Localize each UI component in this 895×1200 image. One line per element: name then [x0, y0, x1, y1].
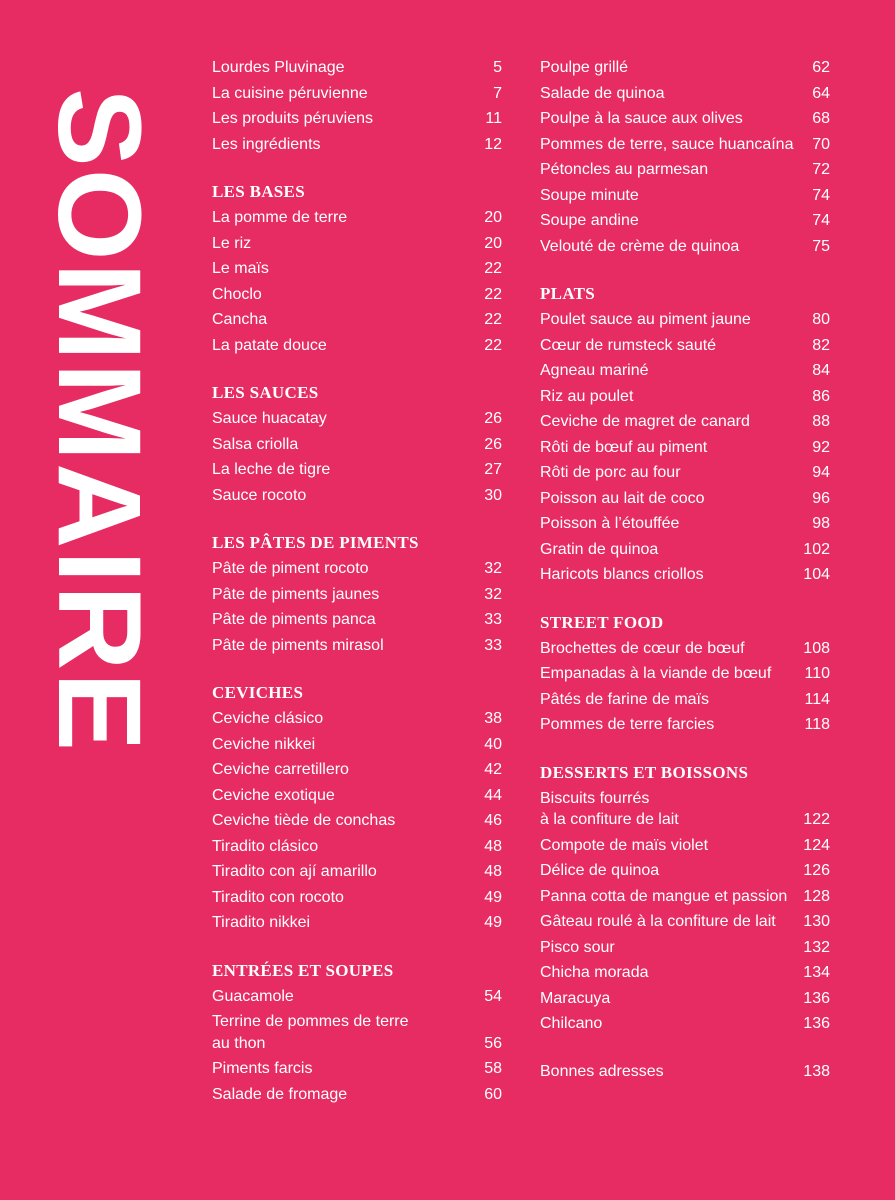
toc-entry-page: 114	[804, 690, 830, 708]
section-title: LES SAUCES	[212, 383, 319, 402]
toc-entry-page: 72	[812, 161, 830, 178]
toc-entry-label: Riz au poulet	[540, 387, 634, 405]
toc-entry-page: 40	[484, 735, 502, 753]
toc-entry-label: Panna cotta de mangue et passion	[540, 887, 788, 905]
toc-entry[interactable]	[212, 1009, 502, 1056]
toc-entry-label: Soupe minute	[540, 186, 639, 204]
toc-entry-label: Gâteau roulé à la confiture de lait	[540, 913, 776, 930]
toc-entry-page: 130	[803, 913, 830, 930]
toc-entry-page: 42	[484, 761, 502, 778]
toc-entry-label: Poisson au lait de coco	[540, 489, 705, 507]
toc-entry[interactable]	[540, 132, 830, 158]
toc-entry-page: 38	[484, 710, 502, 727]
toc-entry[interactable]	[212, 231, 502, 257]
toc-entry-label: Cancha	[212, 311, 268, 328]
toc-entry-label: Les ingrédients	[212, 135, 321, 153]
section-title: ENTRÉES ET SOUPES	[212, 960, 394, 980]
toc-entry[interactable]	[212, 732, 502, 758]
toc-entry-page: 96	[812, 489, 830, 507]
toc-entry[interactable]	[540, 1011, 830, 1037]
section-title: PLATS	[540, 284, 596, 303]
toc-entry[interactable]	[540, 960, 830, 986]
toc-entry-page: 68	[812, 110, 830, 127]
section-gap	[540, 1037, 830, 1059]
toc-entry[interactable]	[540, 636, 830, 662]
toc-entry[interactable]	[540, 435, 830, 461]
section-gap	[540, 588, 830, 610]
toc-entry[interactable]	[212, 55, 502, 81]
toc-entry[interactable]	[540, 562, 830, 588]
toc-entry[interactable]	[212, 106, 502, 132]
toc-entry[interactable]	[212, 483, 502, 509]
toc-entry[interactable]	[212, 432, 502, 458]
toc-entry-page: 102	[803, 540, 830, 558]
toc-entry-label: Pisco sour	[540, 938, 615, 956]
toc-entry[interactable]	[540, 935, 830, 961]
toc-entry-page: 136	[803, 989, 830, 1007]
toc-entry[interactable]	[212, 556, 502, 582]
toc-entry-page: 82	[812, 336, 830, 354]
toc-entry[interactable]	[540, 81, 830, 107]
toc-entry-label: Poulpe à la sauce aux olives	[540, 110, 743, 127]
toc-entry-label: Tiradito nikkei	[212, 914, 311, 931]
toc-entry-label: Pommes de terre farcies	[540, 716, 715, 733]
toc-entry-label: Ceviche nikkei	[212, 735, 316, 753]
toc-section-intro	[212, 55, 502, 157]
section-title: STREET FOOD	[540, 612, 664, 632]
toc-entry-page: 20	[484, 234, 502, 252]
toc-entry-page: 54	[484, 987, 502, 1005]
section-title: LES BASES	[212, 182, 305, 201]
toc-entry-page: 134	[803, 964, 830, 981]
toc-entry-label: Pâte de piments mirasol	[212, 636, 384, 654]
toc-entry-label: Tiradito con ají amarillo	[212, 863, 377, 880]
toc-entry[interactable]	[540, 460, 830, 486]
toc-entry[interactable]	[540, 712, 830, 738]
toc-entry-label: Rôti de bœuf au piment	[540, 438, 708, 456]
section-gap	[212, 157, 502, 179]
toc-entry-page: 49	[484, 914, 502, 931]
toc-entry[interactable]	[212, 307, 502, 333]
toc-entry[interactable]	[540, 486, 830, 512]
toc-entry-page: 86	[812, 387, 830, 405]
toc-entry-label: Ceviche tiède de conchas	[212, 812, 396, 829]
toc-entry[interactable]	[212, 282, 502, 308]
toc-section-les-bases	[212, 179, 502, 358]
toc-entry-page: 48	[484, 863, 502, 880]
toc-entry-label: Chicha morada	[540, 964, 649, 981]
toc-section-ceviches	[212, 680, 502, 936]
toc-entry[interactable]	[212, 783, 502, 809]
toc-entry-label: Ceviche carretillero	[212, 761, 349, 778]
toc-entry-label: Maracuya	[540, 989, 611, 1007]
toc-entry-label: Ceviche de magret de canard	[540, 413, 750, 430]
section-gap	[212, 936, 502, 958]
toc-entry[interactable]	[540, 333, 830, 359]
toc-entry-label: Cœur de rumsteck sauté	[540, 336, 717, 354]
toc-entry-page: 46	[484, 812, 502, 829]
toc-entry[interactable]	[540, 909, 830, 935]
toc-entry-page: 80	[812, 311, 830, 328]
toc-entry-label: Soupe andine	[540, 212, 639, 229]
toc-entry[interactable]	[540, 833, 830, 859]
toc-section-entrees-et-soupes	[212, 958, 502, 1108]
toc-entry-page: 44	[484, 786, 502, 804]
toc-entry-page: 22	[484, 285, 502, 303]
toc-entry-label: Les produits péruviens	[212, 110, 373, 127]
toc-entry-label: Ceviche clásico	[212, 710, 324, 727]
toc-left-column	[212, 55, 502, 1107]
toc-entry-label: La pomme de terre	[212, 209, 348, 226]
section-gap	[212, 358, 502, 380]
toc-entry[interactable]	[212, 205, 502, 231]
section-title: LES PÂTES DE PIMENTS	[212, 533, 419, 552]
toc-entry-page: 33	[484, 611, 502, 628]
toc-entry-label: Guacamole	[212, 987, 294, 1005]
toc-entry-label: Pâte de piments panca	[212, 611, 376, 628]
toc-entry[interactable]	[540, 183, 830, 209]
toc-entry-label: Brochettes de cœur de bœuf	[540, 639, 745, 657]
toc-entry-page: 84	[812, 362, 830, 379]
toc-entry-page: 108	[803, 639, 830, 657]
toc-entry-label: Sauce huacatay	[212, 410, 327, 427]
toc-entry[interactable]	[212, 1056, 502, 1082]
toc-entry[interactable]	[212, 457, 502, 483]
toc-entry-label: Compote de maïs violet	[540, 836, 709, 854]
section-title: DESSERTS ET BOISSONS	[540, 762, 749, 782]
toc-entry-label: Pétoncles au parmesan	[540, 161, 709, 178]
toc-entry-page: 58	[484, 1060, 502, 1077]
toc-entry-label: Pommes de terre, sauce huancaína	[540, 135, 794, 153]
toc-entry-label: Bonnes adresses	[540, 1062, 664, 1080]
toc-section-street-food	[540, 610, 830, 738]
toc-entry-label: Piments farcis	[212, 1060, 313, 1077]
toc-entry[interactable]	[212, 333, 502, 359]
toc-entry-label: Pâte de piments jaunes	[212, 585, 380, 603]
toc-entry-label: La cuisine péruvienne	[212, 84, 368, 102]
section-title: CEVICHES	[212, 683, 304, 702]
toc-entry-label: Poulpe grillé	[540, 59, 629, 76]
toc-entry[interactable]	[212, 984, 502, 1010]
toc-entry-label: Poulet sauce au piment jaune	[540, 311, 751, 328]
toc-entry[interactable]	[212, 132, 502, 158]
toc-entry[interactable]	[540, 661, 830, 687]
toc-entry-label: Le riz	[212, 234, 252, 252]
section-gap	[540, 259, 830, 281]
toc-entry-page: 5	[493, 59, 502, 76]
toc-entry[interactable]	[540, 307, 830, 333]
toc-section-intro	[540, 1059, 830, 1085]
section-gap	[212, 658, 502, 680]
toc-entry-label: Lourdes Pluvinage	[212, 59, 345, 76]
toc-entry-page: 30	[484, 486, 502, 504]
toc-entry-label: Pâtés de farine de maïs	[540, 690, 709, 708]
toc-entry-page: 64	[812, 84, 830, 102]
toc-right-column	[540, 55, 830, 1084]
toc-entry-label: Tiradito con rocoto	[212, 888, 344, 906]
toc-entry-page: 138	[803, 1062, 830, 1080]
toc-entry-page: 49	[484, 888, 502, 906]
toc-entry-page: 110	[804, 665, 830, 682]
toc-entry[interactable]	[212, 706, 502, 732]
toc-entry-label: Velouté de crème de quinoa	[540, 237, 740, 255]
toc-entry-page: 118	[804, 716, 830, 733]
toc-entry-page: 60	[484, 1085, 502, 1103]
toc-entry-label: Chilcano	[540, 1015, 603, 1032]
toc-entry-page: 104	[803, 566, 830, 583]
toc-entry-label: Empanadas à la viande de bœuf	[540, 665, 772, 682]
page-title: SOMMAIRE	[33, 88, 165, 753]
toc-entry[interactable]	[540, 384, 830, 410]
toc-entry-label: Délice de quinoa	[540, 862, 660, 879]
toc-entry[interactable]	[540, 986, 830, 1012]
toc-entry-label: Pâte de piment rocoto	[212, 560, 369, 577]
toc-entry[interactable]	[212, 256, 502, 282]
toc-entry[interactable]	[212, 910, 502, 936]
toc-entry-label: Haricots blancs criollos	[540, 566, 704, 583]
toc-entry-label: Le maïs	[212, 260, 269, 277]
toc-entry-label: Rôti de porc au four	[540, 464, 681, 481]
toc-entry-page: 56	[484, 1034, 502, 1052]
toc-entry[interactable]	[540, 157, 830, 183]
toc-entry[interactable]	[212, 757, 502, 783]
toc-entry-label: Choclo	[212, 285, 262, 303]
toc-entry-page: 48	[484, 837, 502, 855]
toc-entry[interactable]	[212, 406, 502, 432]
toc-entry-page: 122	[803, 811, 830, 828]
toc-entry[interactable]	[212, 607, 502, 633]
toc-entry-page: 20	[484, 209, 502, 226]
toc-entry-label: Salade de quinoa	[540, 84, 665, 102]
toc-entry-page: 74	[812, 186, 830, 204]
toc-entry-label: Poisson à l’étouffée	[540, 515, 680, 532]
toc-entry[interactable]	[212, 1082, 502, 1108]
toc-section-intro	[540, 55, 830, 259]
toc-entry-page: 136	[803, 1015, 830, 1032]
toc-entry[interactable]	[540, 358, 830, 384]
toc-entry-page: 124	[803, 836, 830, 854]
toc-entry[interactable]	[212, 808, 502, 834]
section-gap	[540, 738, 830, 760]
toc-entry-label: Tiradito clásico	[212, 837, 319, 855]
toc-entry-label: Gratin de quinoa	[540, 540, 659, 558]
toc-entry-page: 22	[484, 311, 502, 328]
toc-entry-page: 26	[484, 410, 502, 427]
toc-entry[interactable]	[212, 834, 502, 860]
toc-entry-page: 7	[493, 84, 502, 102]
toc-entry-label: Salade de fromage	[212, 1085, 348, 1103]
toc-entry-page: 11	[485, 110, 502, 127]
toc-entry-label: La patate douce	[212, 336, 327, 354]
toc-entry[interactable]	[212, 81, 502, 107]
toc-entry-page: 62	[812, 59, 830, 76]
toc-entry-page: 98	[812, 515, 830, 532]
toc-entry-label: Agneau mariné	[540, 362, 649, 379]
toc-entry-page: 94	[812, 464, 830, 481]
toc-entry-label: Terrine de pommes de terre au thon	[212, 1013, 409, 1052]
toc-entry-page: 22	[484, 336, 502, 354]
toc-entry[interactable]	[212, 633, 502, 659]
toc-entry[interactable]	[540, 409, 830, 435]
toc-entry-page: 88	[812, 413, 830, 430]
toc-section-les-sauces	[212, 380, 502, 508]
toc-entry-page: 32	[484, 560, 502, 577]
toc-entry[interactable]	[540, 687, 830, 713]
toc-entry-label: Ceviche exotique	[212, 786, 335, 804]
toc-entry[interactable]	[540, 884, 830, 910]
toc-entry-label: La leche de tigre	[212, 461, 331, 478]
toc-entry-page: 75	[812, 237, 830, 255]
toc-entry[interactable]	[540, 106, 830, 132]
toc-entry-page: 74	[812, 212, 830, 229]
toc-entry[interactable]	[540, 208, 830, 234]
toc-entry-page: 92	[812, 438, 830, 456]
toc-entry[interactable]	[540, 537, 830, 563]
toc-entry-page: 132	[803, 938, 830, 956]
toc-entry-label: Salsa criolla	[212, 435, 299, 453]
toc-entry-label: Sauce rocoto	[212, 486, 307, 504]
toc-entry[interactable]	[540, 858, 830, 884]
toc-section-desserts-et-boissons	[540, 760, 830, 1037]
toc-entry[interactable]	[212, 859, 502, 885]
toc-section-plats	[540, 281, 830, 588]
toc-entry-page: 26	[484, 435, 502, 453]
toc-entry-page: 27	[484, 461, 502, 478]
toc-entry[interactable]	[212, 582, 502, 608]
toc-entry-page: 33	[484, 636, 502, 654]
toc-entry-page: 70	[812, 135, 830, 153]
toc-entry[interactable]	[540, 1059, 830, 1085]
toc-entry[interactable]	[540, 511, 830, 537]
section-gap	[212, 508, 502, 530]
toc-entry-label: Biscuits fourrés à la confiture de lait	[540, 789, 679, 828]
toc-entry-page: 22	[484, 260, 502, 277]
toc-entry-page: 32	[484, 585, 502, 603]
toc-entry-page: 128	[803, 887, 830, 905]
toc-section-les-pates-de-piments	[212, 530, 502, 658]
toc-entry[interactable]	[540, 55, 830, 81]
toc-entry-page: 126	[803, 862, 830, 879]
toc-entry[interactable]	[540, 234, 830, 260]
toc-entry[interactable]	[540, 786, 830, 833]
toc-entry[interactable]	[212, 885, 502, 911]
toc-entry-page: 12	[484, 135, 502, 153]
